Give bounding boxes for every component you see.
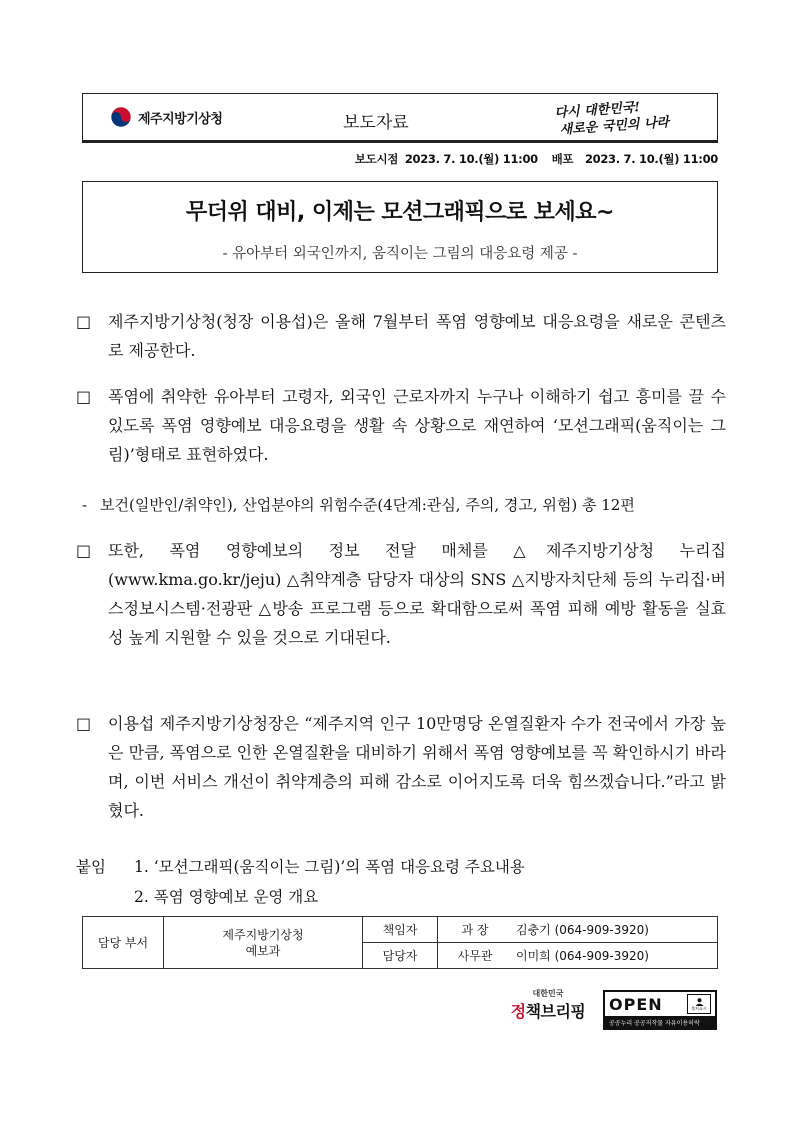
paragraph-4-text: 이용섭 제주지방기상청장은 “제주지역 인구 10만명당 온열질환자 수가 전국에서 가장 높은 만큼, 폭염으로 인한 온열질환을 대비하기 위해서 폭염 영향예보를 꼭 확인하시기 바라며, 이번 서비스 개선이 취약계층의 피해 감소로 이어지도록 더욱 힘쓰겠습니다.”라고 밝혔다. (108, 714, 726, 820)
sub-item (82, 492, 732, 518)
dept-label-cell: 담당 부서 (83, 917, 164, 969)
page-subtitle: - 유아부터 외국인까지, 움직이는 그림의 대응요령 제공 - (222, 246, 578, 262)
role-cell: 담당자 (363, 943, 438, 969)
briefing-logo-main: 책브리핑 (525, 1002, 586, 1021)
open-license-badge (603, 990, 717, 1030)
person-icon (695, 998, 704, 1006)
paragraph-2-text: 폭염에 취약한 유아부터 고령자, 외국인 근로자까지 누구나 이해하기 쉽고 흥미를 끌 수 있도록 폭염 영향예보 대응요령을 생활 속 상황으로 재연하여 ‘모션그래픽(움직이는 그림)’형태로 표현하였다. (108, 387, 726, 464)
checkbox-bullet-icon: □ (76, 541, 92, 560)
person-cell: 김충기 (064-909-3920) (512, 917, 718, 943)
briefing-logo-text (500, 999, 596, 1022)
press-release-label: 보도자료 (343, 113, 409, 133)
release-time-line (300, 151, 718, 167)
checkbox-bullet-icon: □ (76, 387, 92, 406)
paragraph-1 (76, 307, 726, 365)
attribution-license-icon (687, 994, 711, 1014)
slogan-line-1: 다시 대한민국! (554, 100, 641, 122)
paragraph-1-text: 제주지방기상청(청장 이용섭)은 올해 7월부터 폭염 영향예보 대응요령을 새로운 콘텐츠로 제공한다. (108, 312, 726, 360)
government-emblem-icon (110, 106, 132, 128)
title-cell: 과 장 (438, 917, 513, 943)
attachment-item-1: 1. ‘모션그래픽(움직이는 그림)’의 폭염 대응요령 주요내용 (134, 858, 525, 876)
dash-bullet: - (82, 496, 88, 514)
checkbox-bullet-icon: □ (76, 714, 92, 733)
attachments (76, 852, 736, 912)
briefing-logo-accent: 정 (510, 1002, 526, 1021)
agency-name: 제주지방기상청 (138, 111, 223, 127)
attachment-item-2: 2. 폭염 영향예보 운영 개요 (134, 888, 319, 906)
paragraph-4 (76, 709, 726, 825)
contact-table (82, 916, 718, 969)
person-cell: 이미희 (064-909-3920) (512, 943, 718, 969)
distribution-label: 배포 (551, 152, 574, 166)
paragraph-3-text: 또한, 폭염 영향예보의 정보 전달 매체를 △제주지방기상청 누리집(www.kma.go.kr/jeju) △취약계층 담당자 대상의 SNS △지방자치단체 등의 누리집·버스정보시스템·전광판 △방송 프로그램 등으로 확대함으로써 폭염 피해 예방 활동을 실효성 높게 지원할 수 있을 것으로 기대된다. (108, 541, 726, 647)
paragraph-3 (76, 536, 726, 652)
attachments-label: 붙임 (76, 858, 106, 876)
dept-cell (164, 917, 363, 969)
agency-logo (110, 106, 222, 128)
table-row (83, 917, 718, 943)
role-cell: 책임자 (363, 917, 438, 943)
checkbox-bullet-icon: □ (76, 312, 92, 331)
title-cell: 사무관 (438, 943, 513, 969)
license-label: 출처표시 (691, 1005, 707, 1011)
slogan-line-2: 새로운 국민의 나라 (559, 115, 670, 138)
dept-name: 제주지방기상청 (222, 927, 304, 942)
distribution-time: 2023. 7. 10.(월) 11:00 (584, 152, 718, 166)
open-license-subtitle: 공공누리 공공저작물 자유이용허락 (605, 1016, 715, 1028)
report-time: 2023. 7. 10.(월) 11:00 (404, 152, 538, 166)
briefing-small-text: 대한민국 (532, 989, 564, 998)
policy-briefing-logo (500, 988, 596, 1022)
paragraph-2 (76, 382, 726, 469)
dept-division: 예보과 (245, 943, 281, 958)
open-text: OPEN (609, 994, 663, 1014)
report-time-label: 보도시점 (354, 152, 399, 166)
sub-item-text: 보건(일반인/취약인), 산업분야의 위험수준(4단계:관심, 주의, 경고, 위험) 총 12편 (100, 496, 635, 514)
page-title: 무더위 대비, 이제는 모션그래픽으로 보세요~ (186, 200, 614, 225)
